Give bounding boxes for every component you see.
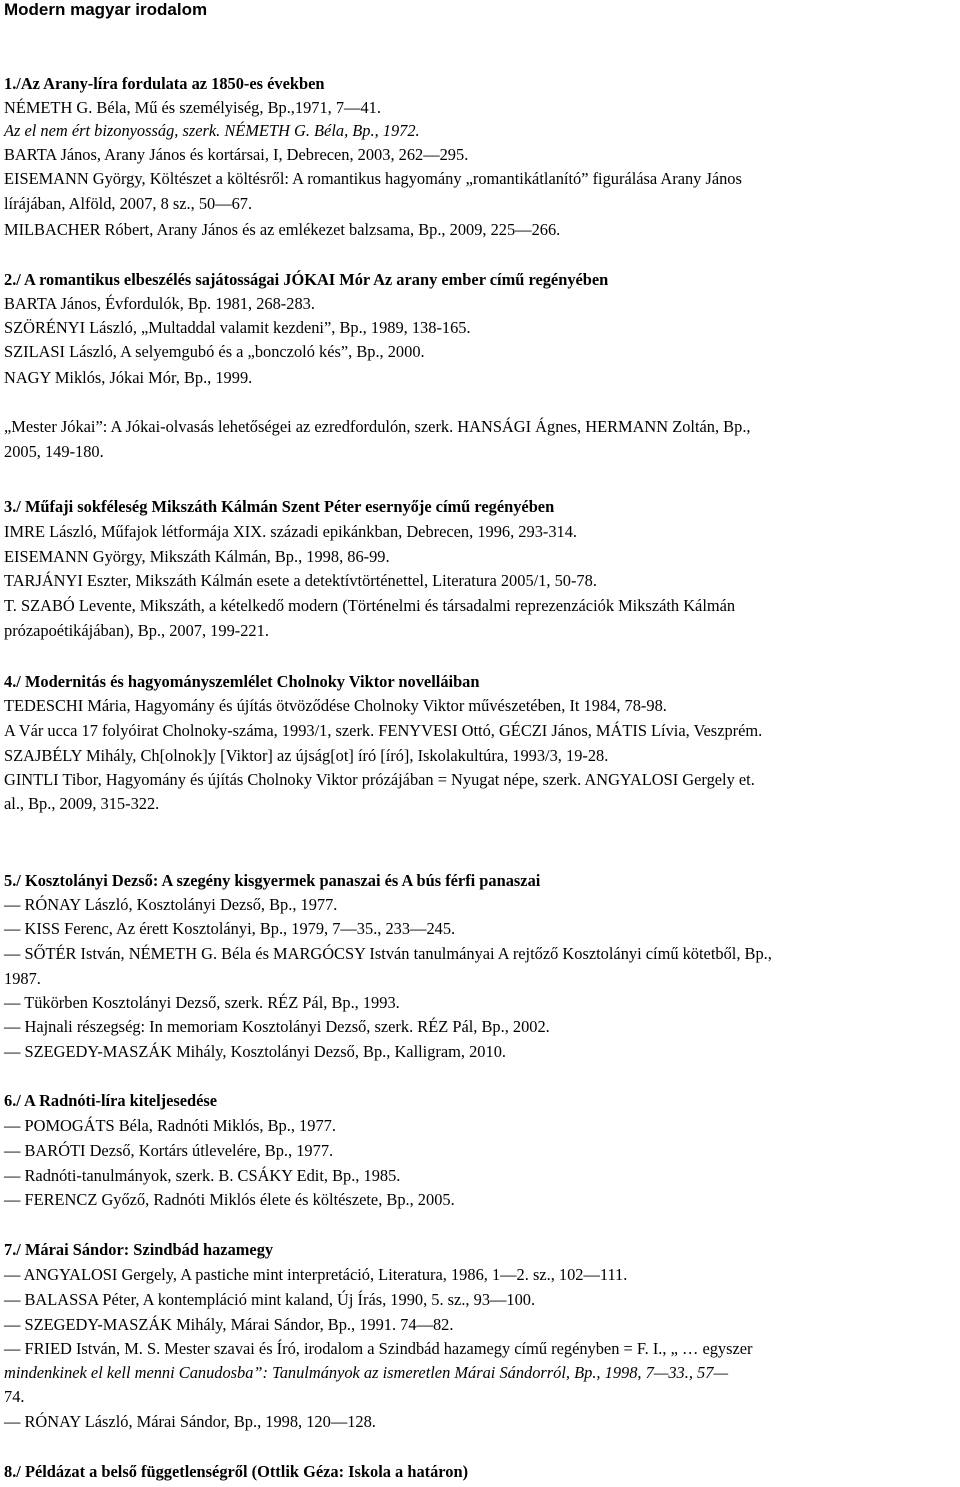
bib-entry: EISEMANN György, Mikszáth Kálmán, Bp., 1998, 86-99. (4, 547, 390, 566)
bib-entry: — BALASSA Péter, A kontempláció mint kaland, Új Írás, 1990, 5. sz., 93—100. (4, 1290, 536, 1309)
page-title: Modern magyar irodalom (4, 0, 208, 19)
bib-entry: IMRE László, Műfajok létformája XIX. századi epikánkban, Debrecen, 1996, 293-314. (4, 522, 578, 541)
bib-entry: SZILASI László, A selyemgubó és a „bonczoló kés”, Bp., 2000. (4, 342, 425, 361)
bib-entry: 2005, 149-180. (4, 442, 104, 461)
bib-entry: TARJÁNYI Eszter, Mikszáth Kálmán esete a detektívtörténettel, Literatura 2005/1, 50-78. (4, 571, 597, 590)
bib-entry: EISEMANN György, Költészet a költésről: A romantikus hagyomány „romantikátlanító” figurálása Arany János (4, 169, 742, 188)
bib-entry: al., Bp., 2009, 315-322. (4, 794, 160, 813)
bib-entry: prózapoétikájában), Bp., 2007, 199-221. (4, 621, 269, 640)
bib-entry: — SŐTÉR István, NÉMETH G. Béla és MARGÓCSY István tanulmányai A rejtőző Kosztolányi című kötetből, Bp., (4, 944, 772, 963)
bib-entry: — ANGYALOSI Gergely, A pastiche mint interpretáció, Literatura, 1986, 1—2. sz., 102—111. (4, 1265, 628, 1284)
bib-entry: T. SZABÓ Levente, Mikszáth, a kételkedő modern (Történelmi és társadalmi reprezenzációk Mikszáth Kálmán (4, 596, 736, 615)
section-8-heading: 8./ Példázat a belső függetlenségről (Ottlik Géza: Iskola a határon) (4, 1462, 469, 1481)
bib-entry: 74. (4, 1387, 25, 1406)
bib-entry: — FRIED István, M. S. Mester szavai és Író, irodalom a Szindbád hazamegy című regényben = F. I., „ … egyszer (4, 1339, 753, 1358)
bib-entry: — Hajnali részegség: In memoriam Kosztolányi Dezső, szerk. RÉZ Pál, Bp., 2002. (4, 1017, 550, 1036)
bib-entry: Az el nem ért bizonyosság, szerk. NÉMETH G. Béla, Bp., 1972. (4, 121, 420, 140)
bib-entry: BARTA János, Arany János és kortársai, I, Debrecen, 2003, 262—295. (4, 145, 469, 164)
bib-entry: SZAJBÉLY Mihály, Ch[olnok]y [Viktor] az újság[ot] író [író], Iskolakultúra, 1993/3, 19-28. (4, 746, 609, 765)
bib-entry: MILBACHER Róbert, Arany János és az emlékezet balzsama, Bp., 2009, 225—266. (4, 220, 561, 239)
bib-entry: — Tükörben Kosztolányi Dezső, szerk. RÉZ Pál, Bp., 1993. (4, 993, 400, 1012)
bib-entry: — POMOGÁTS Béla, Radnóti Miklós, Bp., 1977. (4, 1116, 336, 1135)
bib-entry: — BARÓTI Dezső, Kortárs útlevelére, Bp., 1977. (4, 1141, 334, 1160)
bib-entry: — RÓNAY László, Kosztolányi Dezső, Bp., 1977. (4, 895, 338, 914)
bib-entry: NÉMETH G. Béla, Mű és személyiség, Bp.,1971, 7—41. (4, 98, 381, 117)
bib-entry: — KISS Ferenc, Az érett Kosztolányi, Bp., 1979, 7—35., 233—245. (4, 919, 456, 938)
bib-entry: BARTA János, Évfordulók, Bp. 1981, 268-283. (4, 294, 315, 313)
section-2-heading: 2./ A romantikus elbeszélés sajátosságai JÓKAI Mór Az arany ember című regényében (4, 270, 609, 289)
section-4-heading: 4./ Modernitás és hagyományszemlélet Cholnoky Viktor novelláiban (4, 672, 480, 691)
bib-entry: 1987. (4, 969, 41, 988)
bib-entry: GINTLI Tibor, Hagyomány és újítás Cholnoky Viktor prózájában = Nyugat népe, szerk. ANGYALOSI Gergely et. (4, 770, 755, 789)
bib-entry: lírájában, Alföld, 2007, 8 sz., 50—67. (4, 194, 253, 213)
bib-entry: — RÓNAY László, Márai Sándor, Bp., 1998, 120—128. (4, 1412, 376, 1431)
section-6-heading: 6./ A Radnóti-líra kiteljesedése (4, 1091, 218, 1110)
bib-entry: — SZEGEDY-MASZÁK Mihály, Kosztolányi Dezső, Bp., Kalligram, 2010. (4, 1042, 506, 1061)
section-3-heading: 3./ Műfaji sokféleség Mikszáth Kálmán Szent Péter esernyője című regényében (4, 497, 555, 516)
bib-entry: A Vár ucca 17 folyóirat Cholnoky-száma, 1993/1, szerk. FENYVESI Ottó, GÉCZI János, MÁTIS Lívia, Veszprém. (4, 721, 763, 740)
bib-entry: SZÖRÉNYI László, „Multaddal valamit kezdeni”, Bp., 1989, 138-165. (4, 318, 471, 337)
bib-entry: TEDESCHI Mária, Hagyomány és újítás ötvöződése Cholnoky Viktor művészetében, It 1984, 78-98. (4, 696, 667, 715)
bib-entry: mindenkinek el kell menni Canudosba”: Tanulmányok az ismeretlen Márai Sándorról, Bp., 1998, 7—33., 57— (4, 1363, 729, 1382)
bib-entry: — FERENCZ Győző, Radnóti Miklós élete és költészete, Bp., 2005. (4, 1190, 455, 1209)
bib-entry: „Mester Jókai”: A Jókai-olvasás lehetőségei az ezredfordulón, szerk. HANSÁGI Ágnes, HERMANN Zoltán, Bp., (4, 417, 751, 436)
bib-entry: — Radnóti-tanulmányok, szerk. B. CSÁKY Edit, Bp., 1985. (4, 1166, 401, 1185)
section-5-heading: 5./ Kosztolányi Dezső: A szegény kisgyermek panaszai és A bús férfi panaszai (4, 871, 541, 890)
bib-entry: — SZEGEDY-MASZÁK Mihály, Márai Sándor, Bp., 1991. 74—82. (4, 1315, 454, 1334)
section-7-heading: 7./ Márai Sándor: Szindbád hazamegy (4, 1240, 274, 1259)
section-1-heading: 1./Az Arany-líra fordulata az 1850-es években (4, 74, 325, 93)
bib-entry: NAGY Miklós, Jókai Mór, Bp., 1999. (4, 368, 253, 387)
